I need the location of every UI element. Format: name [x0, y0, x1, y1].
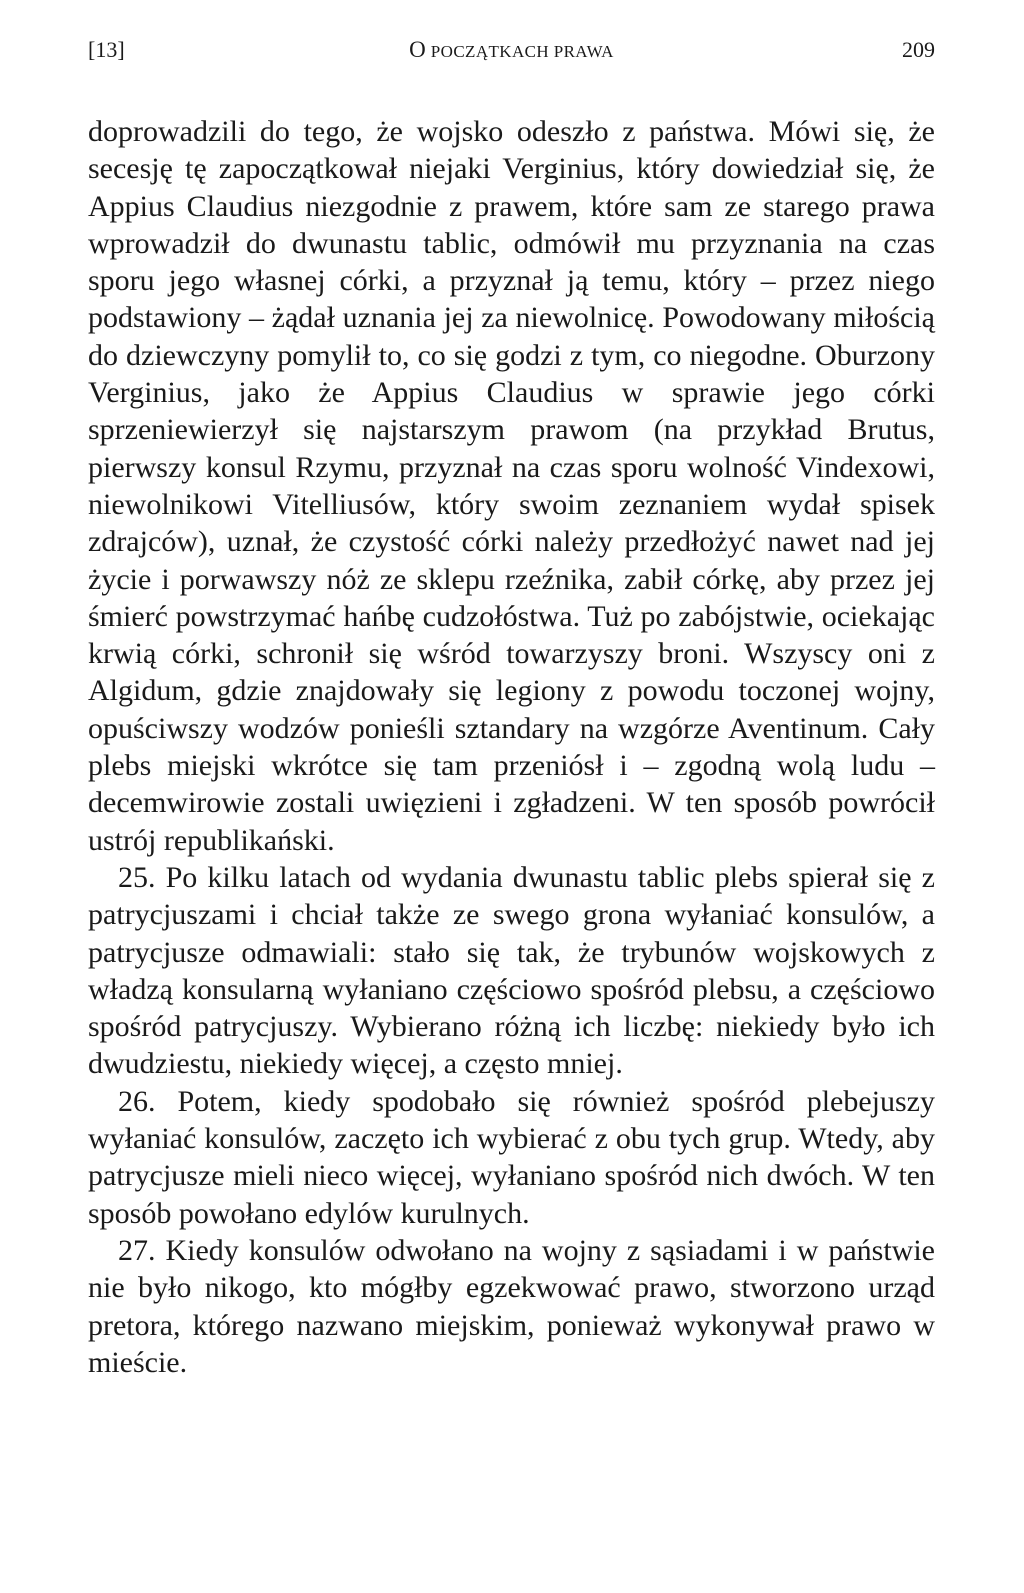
page-number: 209	[902, 37, 935, 62]
running-title	[88, 34, 935, 68]
running-head	[88, 34, 935, 66]
section-number: [13]	[88, 37, 125, 62]
running-title-rest: POCZĄTKACH PRAWA	[430, 42, 614, 61]
body-text	[88, 113, 935, 1381]
paragraph-27: 27. Kiedy konsulów odwołano na wojny z sąsiadami i w państwie nie było nikogo, kto mógłby egzekwować prawo, stworzono urząd pretora, którego nazwano miejskim, ponieważ wykonywał prawo w mieście.	[88, 1233, 935, 1379]
paragraph-continued: doprowadzili do tego, że wojsko odeszło z państwa. Mówi się, że secesję tę zapoczątkował niejaki Verginius, który dowiedział się, że Appius Claudius niezgodnie z prawem, które sam ze starego prawa wprowadził do dwunastu tablic, odmówił mu przyznania na czas sporu jego własnej córki, a przyznał ją temu, który – przez niego podstawiony – żądał uznania jej za niewolnicę. Powodowany miłością do dziewczyny pomylił to, co się godzi z tym, co niegodne. Oburzony Verginius, jako że Appius Claudius w sprawie jego córki sprzeniewierzył się najstarszym prawom (na przykład Brutus, pierwszy konsul Rzymu, przyznał na czas sporu wolność Vindexowi, niewolnikowi Vitelliusów, który swoim zeznaniem wydał spisek zdrajców), uznał, że czystość córki należy przedłożyć nawet nad jej życie i porwawszy nóż ze sklepu rzeźnika, zabił córkę, aby przez jej śmierć powstrzymać hańbę cudzołóstwa. Tuż po zabójstwie, ociekając krwią córki, schronił się wśród towarzyszy broni. Wszyscy oni z Algidum, gdzie znajdowały się legiony z powodu toczonej wojny, opuściwszy wodzów ponieśli sztandary na wzgórze Aventinum. Cały plebs miejski wkrótce się tam przeniósł i – zgodną wolą ludu – decemwirowie zostali uwięzieni i zgładzeni. W ten sposób powrócił ustrój republikański.	[88, 115, 935, 857]
running-title-initial: O	[409, 37, 427, 62]
paragraph-25: 25. Po kilku latach od wydania dwunastu tablic plebs spierał się z patrycjuszami i chciał także ze swego grona wyłaniać konsulów, a patrycjusze odmawiali: stało się tak, że trybunów wojskowych z władzą konsularną wyłaniano częściowo spośród plebsu, a częściowo spośród patrycjuszy. Wybierano różną ich liczbę: niekiedy było ich dwudziestu, niekiedy więcej, a często mniej.	[88, 860, 935, 1081]
paragraph-26: 26. Potem, kiedy spodobało się również spośród plebejuszy wyłaniać konsulów, zaczęto ich wybierać z obu tych grup. Wtedy, aby patrycjusze mieli nieco więcej, wyłaniano spośród nich dwóch. W ten sposób powołano edylów kurulnych.	[88, 1084, 935, 1230]
